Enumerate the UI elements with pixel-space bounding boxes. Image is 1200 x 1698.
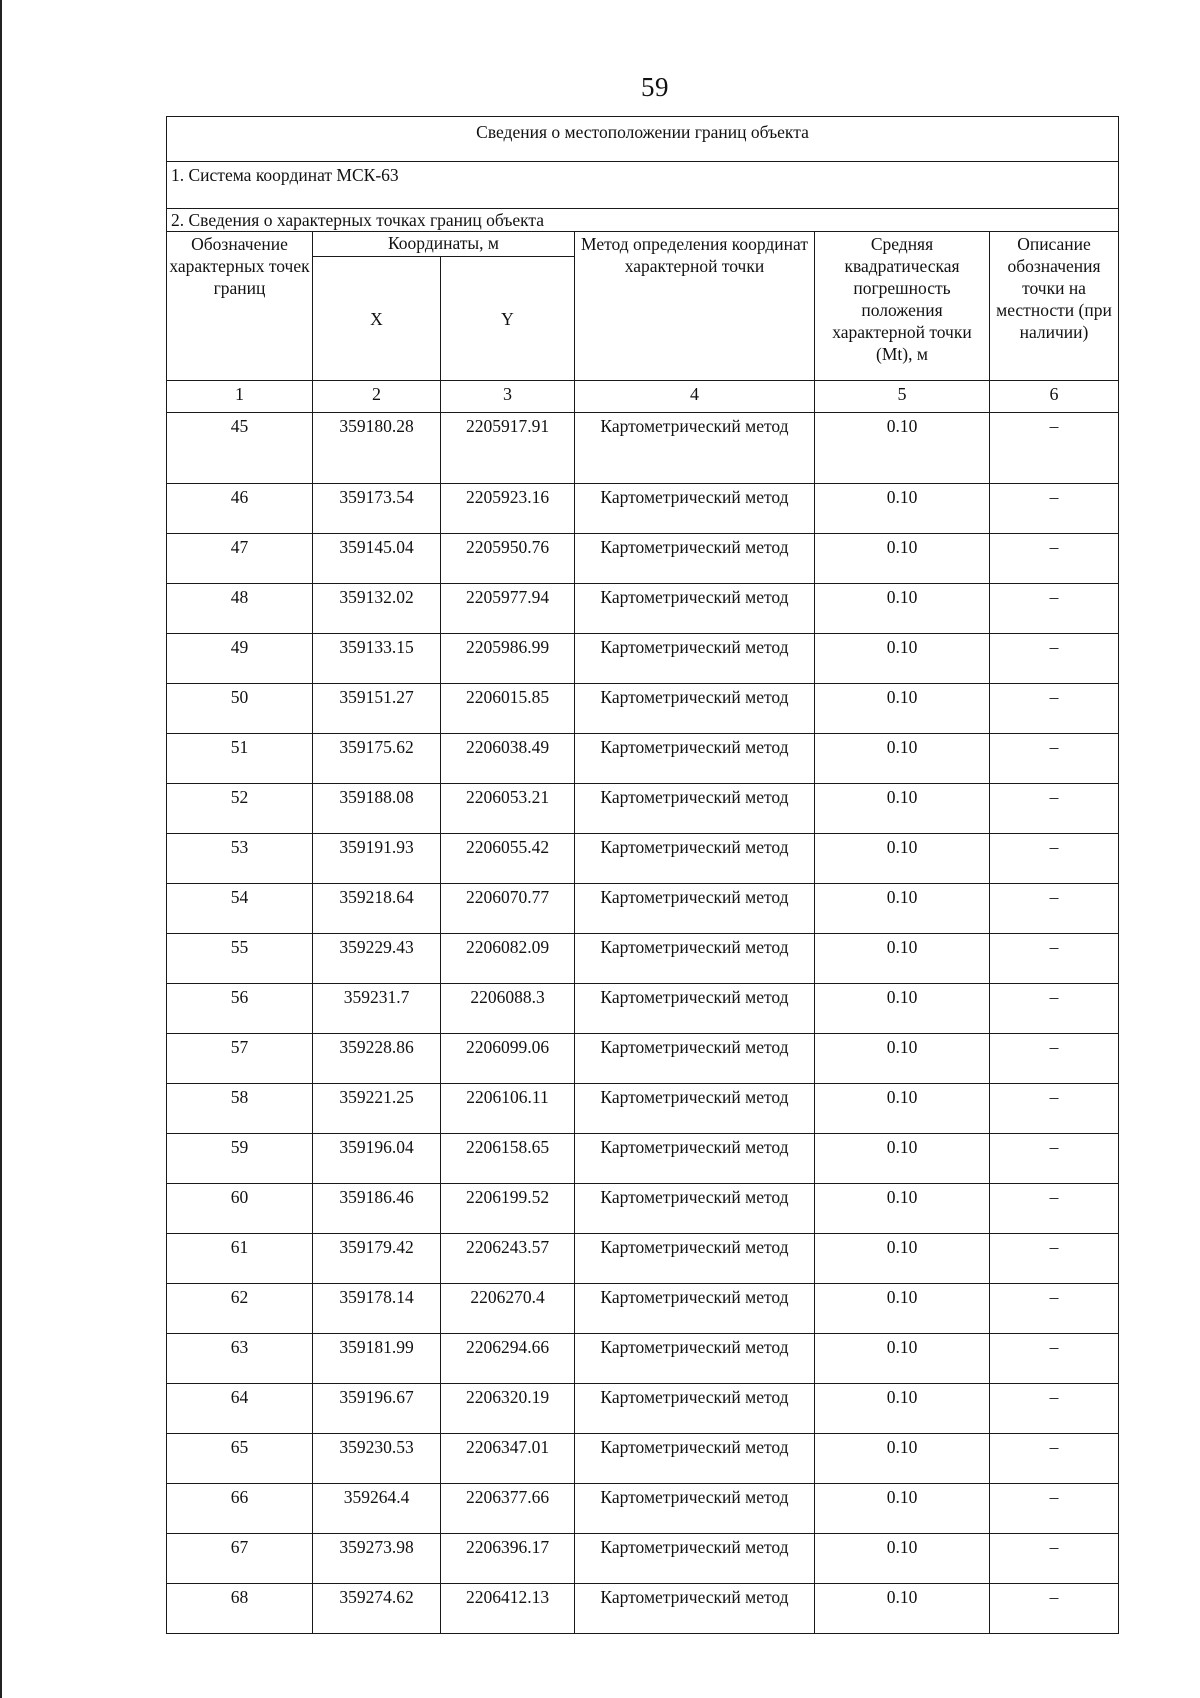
y-coordinate-cell: 2206106.11 [441, 1084, 575, 1134]
point-designation-cell: 62 [167, 1284, 313, 1334]
point-designation-cell: 64 [167, 1384, 313, 1434]
description-cell: – [990, 834, 1119, 884]
table-row [167, 784, 1119, 834]
method-cell: Картометрический метод [575, 784, 815, 834]
point-designation-cell: 65 [167, 1434, 313, 1484]
point-designation-cell: 48 [167, 584, 313, 634]
column-number: 1 [167, 381, 313, 413]
y-coordinate-cell: 2206099.06 [441, 1034, 575, 1084]
method-cell: Картометрический метод [575, 884, 815, 934]
description-cell: – [990, 634, 1119, 684]
method-cell: Картометрический метод [575, 734, 815, 784]
table-row [167, 1284, 1119, 1334]
x-coordinate-cell: 359179.42 [313, 1234, 441, 1284]
y-coordinate-cell: 2206396.17 [441, 1534, 575, 1584]
error-cell: 0.10 [815, 1334, 990, 1384]
method-cell: Картометрический метод [575, 684, 815, 734]
y-coordinate-cell: 2206088.3 [441, 984, 575, 1034]
method-cell: Картометрический метод [575, 934, 815, 984]
error-cell: 0.10 [815, 1234, 990, 1284]
error-cell: 0.10 [815, 1534, 990, 1584]
table-row [167, 1334, 1119, 1384]
header-description: Описание обозначения точки на местности (при наличии) [990, 232, 1119, 381]
x-coordinate-cell: 359229.43 [313, 934, 441, 984]
point-designation-cell: 55 [167, 934, 313, 984]
error-cell: 0.10 [815, 834, 990, 884]
error-cell: 0.10 [815, 1584, 990, 1634]
description-cell: – [990, 1484, 1119, 1534]
table-row [167, 1534, 1119, 1584]
method-cell: Картометрический метод [575, 984, 815, 1034]
method-cell: Картометрический метод [575, 1434, 815, 1484]
table-row [167, 684, 1119, 734]
x-coordinate-cell: 359175.62 [313, 734, 441, 784]
x-coordinate-cell: 359230.53 [313, 1434, 441, 1484]
description-cell: – [990, 1334, 1119, 1384]
table-row [167, 534, 1119, 584]
header-designation: Обозначение характерных точек границ [167, 232, 313, 381]
point-designation-cell: 46 [167, 484, 313, 534]
x-coordinate-cell: 359180.28 [313, 413, 441, 484]
column-number: 4 [575, 381, 815, 413]
x-coordinate-cell: 359132.02 [313, 584, 441, 634]
header-x: X [313, 257, 441, 381]
point-designation-cell: 47 [167, 534, 313, 584]
error-cell: 0.10 [815, 1484, 990, 1534]
description-cell: – [990, 1584, 1119, 1634]
error-cell: 0.10 [815, 984, 990, 1034]
table-row [167, 1584, 1119, 1634]
table-row [167, 634, 1119, 684]
error-cell: 0.10 [815, 1284, 990, 1334]
table-row [167, 1134, 1119, 1184]
method-cell: Картометрический метод [575, 534, 815, 584]
method-cell: Картометрический метод [575, 1134, 815, 1184]
point-designation-cell: 50 [167, 684, 313, 734]
points-section-caption: 2. Сведения о характерных точках границ объекта [167, 209, 1119, 232]
method-cell: Картометрический метод [575, 1534, 815, 1584]
x-coordinate-cell: 359151.27 [313, 684, 441, 734]
description-cell: – [990, 1384, 1119, 1434]
y-coordinate-cell: 2205923.16 [441, 484, 575, 534]
table-row [167, 1384, 1119, 1434]
error-cell: 0.10 [815, 584, 990, 634]
header-error: Средняя квадратическая погрешность положения характерной точки (Mt), м [815, 232, 990, 381]
error-cell: 0.10 [815, 413, 990, 484]
point-designation-cell: 63 [167, 1334, 313, 1384]
x-coordinate-cell: 359196.04 [313, 1134, 441, 1184]
table-row [167, 1434, 1119, 1484]
point-designation-cell: 66 [167, 1484, 313, 1534]
description-cell: – [990, 1034, 1119, 1084]
description-cell: – [990, 1184, 1119, 1234]
table-row [167, 1484, 1119, 1534]
error-cell: 0.10 [815, 484, 990, 534]
x-coordinate-cell: 359231.7 [313, 984, 441, 1034]
error-cell: 0.10 [815, 1434, 990, 1484]
description-cell: – [990, 984, 1119, 1034]
description-cell: – [990, 484, 1119, 534]
description-cell: – [990, 413, 1119, 484]
y-coordinate-cell: 2206320.19 [441, 1384, 575, 1434]
y-coordinate-cell: 2206347.01 [441, 1434, 575, 1484]
description-cell: – [990, 1084, 1119, 1134]
table-row [167, 413, 1119, 484]
description-cell: – [990, 784, 1119, 834]
x-coordinate-cell: 359274.62 [313, 1584, 441, 1634]
table-row [167, 984, 1119, 1034]
table-row [167, 1234, 1119, 1284]
table-row [167, 834, 1119, 884]
x-coordinate-cell: 359145.04 [313, 534, 441, 584]
coordinate-system: 1. Система координат МСК-63 [167, 162, 1119, 209]
point-designation-cell: 59 [167, 1134, 313, 1184]
header-method: Метод определения координат характерной точки [575, 232, 815, 381]
error-cell: 0.10 [815, 734, 990, 784]
table-row [167, 884, 1119, 934]
y-coordinate-cell: 2206015.85 [441, 684, 575, 734]
description-cell: – [990, 884, 1119, 934]
y-coordinate-cell: 2206082.09 [441, 934, 575, 984]
point-designation-cell: 54 [167, 884, 313, 934]
method-cell: Картометрический метод [575, 834, 815, 884]
y-coordinate-cell: 2206377.66 [441, 1484, 575, 1534]
point-designation-cell: 51 [167, 734, 313, 784]
error-cell: 0.10 [815, 1134, 990, 1184]
x-coordinate-cell: 359173.54 [313, 484, 441, 534]
description-cell: – [990, 584, 1119, 634]
x-coordinate-cell: 359188.08 [313, 784, 441, 834]
error-cell: 0.10 [815, 884, 990, 934]
y-coordinate-cell: 2205977.94 [441, 584, 575, 634]
description-cell: – [990, 1284, 1119, 1334]
y-coordinate-cell: 2206158.65 [441, 1134, 575, 1184]
point-designation-cell: 61 [167, 1234, 313, 1284]
column-numbers-row [167, 381, 1119, 413]
point-designation-cell: 57 [167, 1034, 313, 1084]
description-cell: – [990, 1534, 1119, 1584]
x-coordinate-cell: 359181.99 [313, 1334, 441, 1384]
header-coordinates: Координаты, м [313, 232, 575, 257]
table-header-row [167, 232, 1119, 257]
x-coordinate-cell: 359273.98 [313, 1534, 441, 1584]
error-cell: 0.10 [815, 1184, 990, 1234]
table-row [167, 1084, 1119, 1134]
header-y: Y [441, 257, 575, 381]
error-cell: 0.10 [815, 784, 990, 834]
y-coordinate-cell: 2206055.42 [441, 834, 575, 884]
point-designation-cell: 58 [167, 1084, 313, 1134]
points-section-row [167, 209, 1119, 232]
method-cell: Картометрический метод [575, 413, 815, 484]
y-coordinate-cell: 2205950.76 [441, 534, 575, 584]
table-title: Сведения о местоположении границ объекта [167, 117, 1119, 162]
error-cell: 0.10 [815, 1084, 990, 1134]
point-designation-cell: 45 [167, 413, 313, 484]
y-coordinate-cell: 2206070.77 [441, 884, 575, 934]
x-coordinate-cell: 359228.86 [313, 1034, 441, 1084]
table-row [167, 584, 1119, 634]
x-coordinate-cell: 359133.15 [313, 634, 441, 684]
x-coordinate-cell: 359264.4 [313, 1484, 441, 1534]
x-coordinate-cell: 359191.93 [313, 834, 441, 884]
error-cell: 0.10 [815, 634, 990, 684]
point-designation-cell: 56 [167, 984, 313, 1034]
y-coordinate-cell: 2206038.49 [441, 734, 575, 784]
page-edge-rule [0, 0, 2, 1698]
table-row [167, 1184, 1119, 1234]
y-coordinate-cell: 2206294.66 [441, 1334, 575, 1384]
boundary-points-table [166, 116, 1119, 1634]
point-designation-cell: 67 [167, 1534, 313, 1584]
point-designation-cell: 53 [167, 834, 313, 884]
error-cell: 0.10 [815, 534, 990, 584]
y-coordinate-cell: 2206270.4 [441, 1284, 575, 1334]
table-row [167, 734, 1119, 784]
method-cell: Картометрический метод [575, 584, 815, 634]
method-cell: Картометрический метод [575, 1384, 815, 1434]
error-cell: 0.10 [815, 934, 990, 984]
description-cell: – [990, 1234, 1119, 1284]
table-row [167, 484, 1119, 534]
method-cell: Картометрический метод [575, 1284, 815, 1334]
method-cell: Картометрический метод [575, 1334, 815, 1384]
coordinate-system-row [167, 162, 1119, 209]
y-coordinate-cell: 2205986.99 [441, 634, 575, 684]
description-cell: – [990, 1134, 1119, 1184]
description-cell: – [990, 734, 1119, 784]
point-designation-cell: 68 [167, 1584, 313, 1634]
method-cell: Картометрический метод [575, 1234, 815, 1284]
y-coordinate-cell: 2206243.57 [441, 1234, 575, 1284]
point-designation-cell: 52 [167, 784, 313, 834]
x-coordinate-cell: 359186.46 [313, 1184, 441, 1234]
error-cell: 0.10 [815, 1384, 990, 1434]
y-coordinate-cell: 2206199.52 [441, 1184, 575, 1234]
x-coordinate-cell: 359196.67 [313, 1384, 441, 1434]
x-coordinate-cell: 359178.14 [313, 1284, 441, 1334]
y-coordinate-cell: 2205917.91 [441, 413, 575, 484]
point-designation-cell: 49 [167, 634, 313, 684]
y-coordinate-cell: 2206053.21 [441, 784, 575, 834]
y-coordinate-cell: 2206412.13 [441, 1584, 575, 1634]
method-cell: Картометрический метод [575, 1484, 815, 1534]
table-title-row [167, 117, 1119, 162]
table-row [167, 934, 1119, 984]
description-cell: – [990, 1434, 1119, 1484]
x-coordinate-cell: 359218.64 [313, 884, 441, 934]
description-cell: – [990, 684, 1119, 734]
table-row [167, 1034, 1119, 1084]
method-cell: Картометрический метод [575, 1584, 815, 1634]
column-number: 3 [441, 381, 575, 413]
method-cell: Картометрический метод [575, 484, 815, 534]
method-cell: Картометрический метод [575, 634, 815, 684]
method-cell: Картометрический метод [575, 1084, 815, 1134]
method-cell: Картометрический метод [575, 1034, 815, 1084]
description-cell: – [990, 934, 1119, 984]
column-number: 6 [990, 381, 1119, 413]
column-number: 5 [815, 381, 990, 413]
point-designation-cell: 60 [167, 1184, 313, 1234]
page-number: 59 [641, 72, 669, 102]
error-cell: 0.10 [815, 1034, 990, 1084]
column-number: 2 [313, 381, 441, 413]
description-cell: – [990, 534, 1119, 584]
x-coordinate-cell: 359221.25 [313, 1084, 441, 1134]
error-cell: 0.10 [815, 684, 990, 734]
method-cell: Картометрический метод [575, 1184, 815, 1234]
